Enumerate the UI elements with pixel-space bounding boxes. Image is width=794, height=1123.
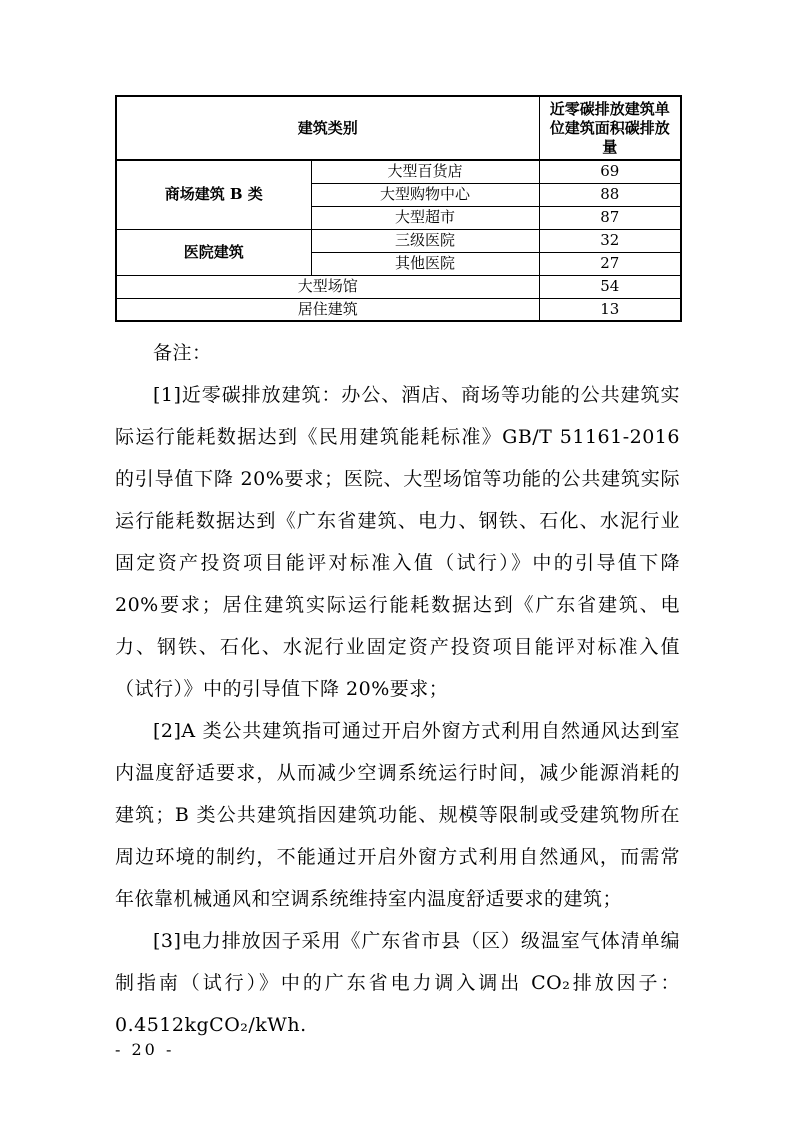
table-row: [116, 160, 681, 183]
note-paragraph-2: [2]A 类公共建筑指可通过开启外窗方式利用自然通风达到室内温度舒适要求，从而减少空调系统运行时间，减少能源消耗的建筑；B 类公共建筑指因建筑功能、规模等限制或受建筑物所在周边环境的制约，不能通过开启外窗方式利用自然通风，而需常年依靠机械通风和空调系统维持室内温度舒适要求的建筑；: [115, 720, 680, 910]
table-header-category: 建筑类别: [116, 96, 539, 160]
table-row: [116, 229, 681, 252]
table-row: [116, 298, 681, 321]
span-category-cell: 大型场馆: [116, 275, 539, 298]
value-cell: 32: [539, 229, 681, 252]
carbon-emission-table: [115, 95, 682, 322]
notes-section: [115, 332, 680, 1046]
table-header-value: 近零碳排放建筑单位建筑面积碳排放量: [539, 96, 681, 160]
value-cell: 13: [539, 298, 681, 321]
page-number: - 20 -: [115, 1040, 175, 1059]
value-cell: 87: [539, 206, 681, 229]
subcategory-cell: 大型百货店: [311, 160, 539, 183]
group-cell-mall: 商场建筑 B 类: [116, 160, 311, 229]
notes-title: 备注：: [153, 342, 212, 364]
subcategory-cell: 其他医院: [311, 252, 539, 275]
value-cell: 69: [539, 160, 681, 183]
table-header-row: [116, 96, 681, 160]
table-row: [116, 275, 681, 298]
note-paragraph-3: [3]电力排放因子采用《广东省市县（区）级温室气体清单编制指南（试行）》中的广东省电力调入调出 CO₂排放因子：0.4512kgCO₂/kWh.: [115, 930, 680, 1036]
subcategory-cell: 三级医院: [311, 229, 539, 252]
span-category-cell: 居住建筑: [116, 298, 539, 321]
value-cell: 27: [539, 252, 681, 275]
value-cell: 88: [539, 183, 681, 206]
subcategory-cell: 大型超市: [311, 206, 539, 229]
note-paragraph-1: [1]近零碳排放建筑：办公、酒店、商场等功能的公共建筑实际运行能耗数据达到《民用建筑能耗标准》GB/T 51161-2016 的引导值下降 20%要求；医院、大型场馆等功能的公共建筑实际运行能耗数据达到《广东省建筑、电力、钢铁、石化、水泥行业固定资产投资项目能评对标准入值（试行）》中的引导值下降 20%要求；居住建筑实际运行能耗数据达到《广东省建筑、电力、钢铁、石化、水泥行业固定资产投资项目能评对标准入值（试行）》中的引导值下降 20%要求；: [115, 384, 680, 700]
value-cell: 54: [539, 275, 681, 298]
group-cell-hospital: 医院建筑: [116, 229, 311, 275]
page-content: [115, 95, 680, 1046]
subcategory-cell: 大型购物中心: [311, 183, 539, 206]
